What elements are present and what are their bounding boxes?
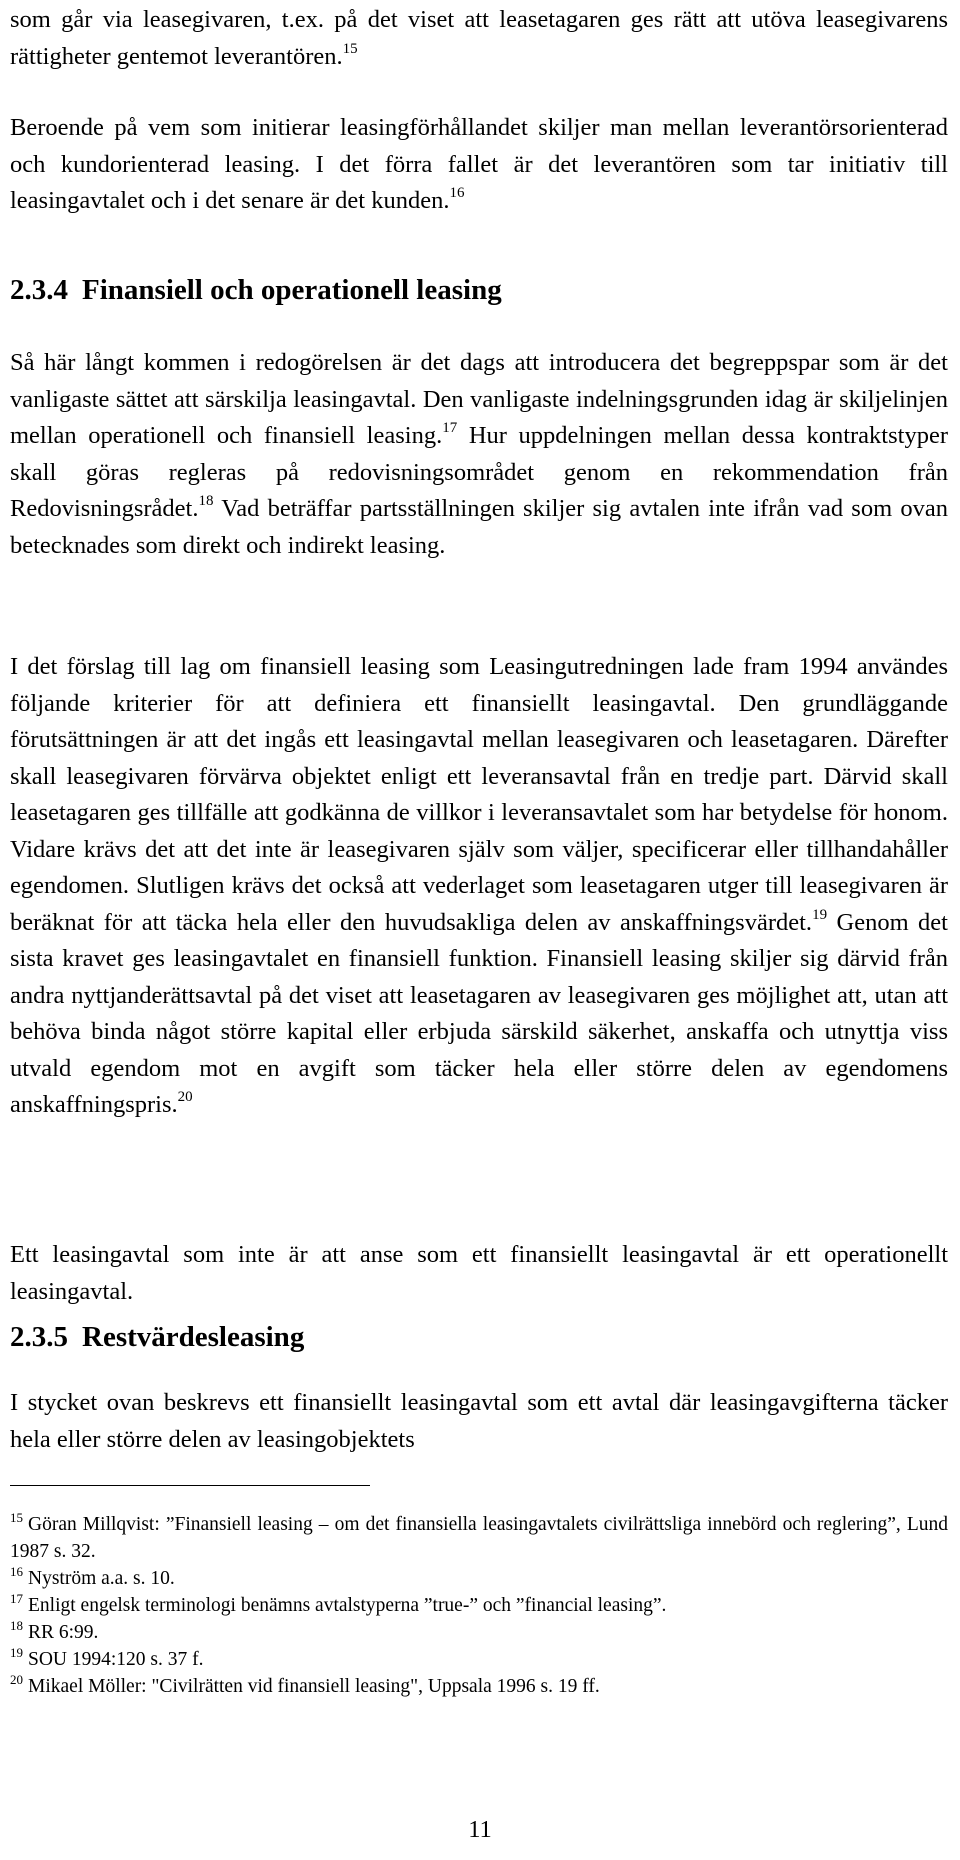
paragraph-text: Så här långt kommen i redogörelsen är det dags att introducera det begreppspar som är det vanligaste sättet att särskilja leasingavtal. Den vanligaste indelningsgrunden idag är skiljelinjen mellan operationell och finansiell leasing. (10, 349, 948, 449)
paragraph-beroende (10, 110, 948, 220)
paragraph-intro (10, 2, 948, 75)
footnote (10, 1619, 948, 1646)
paragraph-sa-har (10, 345, 948, 564)
footnote-ref: 18 (198, 493, 214, 509)
footnote-number: 19 (10, 1645, 23, 1660)
footnote-text: Nyström a.a. s. 10. (28, 1568, 175, 1589)
footnote-number: 17 (10, 1591, 23, 1606)
footnote-ref: 19 (812, 906, 828, 923)
paragraph-text: Hur uppdelningen mellan dessa kontraktstyper skall göras regleras på redovisningsområdet genom en rekommendation från Redovisningsrådet. (10, 422, 948, 522)
section-number: 2.3.5 (10, 1321, 68, 1353)
section-heading-2-3-4 (10, 272, 948, 308)
footnote-number: 15 (10, 1510, 23, 1525)
paragraph-text: som går via leasegivaren, t.ex. på det viset att leasetagaren ges rätt att utöva leasegivarens rättigheter gentemot leverantören. (10, 6, 948, 70)
footnote (10, 1511, 948, 1565)
paragraph-i-stycket: I stycket ovan beskrevs ett finansiellt leasingavtal som ett avtal där leasingavgifterna täcker hela eller större delen av leasingobjektets (10, 1389, 948, 1453)
paragraph-text: Genom det sista kravet ges leasingavtalet en finansiell funktion. Finansiell leasing skiljer sig därvid från andra nyttjanderättsavtal på det viset att leasetagaren av leasegivaren ges möjlighet att, utan att behöva binda något större kapital eller erbjuda särskild säkerhet, anskaffa och utnyttja viss utvald egendom mot en avgift som täcker hela eller större delen av egendomens anskaffningspris. (10, 908, 948, 1118)
footnote-ref: 17 (442, 420, 458, 436)
section-title: Restvärdesleasing (82, 1321, 305, 1353)
section-heading-2-3-5 (10, 1319, 948, 1355)
section-number: 2.3.4 (10, 274, 68, 306)
footnote-text: SOU 1994:120 s. 37 f. (28, 1649, 204, 1670)
footnote-ref: 15 (342, 40, 358, 57)
footnote-number: 18 (10, 1618, 23, 1633)
paragraph-ett-leasingavtal: Ett leasingavtal som inte är att anse som ett finansiellt leasingavtal är ett operationellt leasingavtal. (10, 1241, 948, 1305)
footnote (10, 1673, 948, 1700)
footnote-number: 20 (10, 1672, 23, 1687)
footnote (10, 1646, 948, 1673)
footnote-number: 16 (10, 1564, 23, 1579)
footnotes (10, 1511, 948, 1700)
page-number: 11 (468, 1816, 492, 1843)
section-title: Finansiell och operationell leasing (82, 274, 502, 306)
paragraph-i-det-forslag (10, 649, 948, 1124)
footnote-separator (10, 1485, 370, 1486)
footnote-text: Göran Millqvist: ”Finansiell leasing – om det finansiella leasingavtalets civilrättsliga innebörd och reglering”, Lund 1987 s. 32. (10, 1514, 948, 1562)
paragraph-text: Vad beträffar partsställningen skiljer sig avtalen inte ifrån vad som ovan betecknades som direkt och indirekt leasing. (10, 495, 948, 559)
footnote-text: RR 6:99. (28, 1622, 99, 1643)
paragraph-text: Beroende på vem som initierar leasingförhållandet skiljer man mellan leverantörsorienterad och kundorienterad leasing. I det förra fallet är det leverantören som tar initiativ till leasingavtalet och i det senare är det kunden. (10, 114, 948, 214)
paragraph-text: I det förslag till lag om finansiell leasing som Leasingutredningen lade fram 1994 användes följande kriterier för att definiera ett finansiellt leasingavtal. Den grundläggande förutsättningen är att det ingås ett leasingavtal mellan leasegivaren och leasetagaren. Därefter skall leasegivaren förvärva objektet enligt ett leveransavtal från en tredje part. Därvid skall leasetagaren ges tillfälle att godkänna de villkor i leveransavtalet som har betydelse för honom. Vidare krävs det att det inte är leasegivaren själv som väljer, specificerar eller tillhandahåller egendomen. Slutligen krävs det också att vederlaget som leasetagaren utger till leasegivaren är beräknat för att täcka hela eller den huvudsakliga delen av anskaffningsvärdet. (10, 653, 948, 936)
footnote-text: Enligt engelsk terminologi benämns avtalstyperna ”true-” och ”financial leasing”. (28, 1595, 667, 1616)
footnote (10, 1565, 948, 1592)
footnote (10, 1592, 948, 1619)
footnote-ref: 20 (177, 1089, 193, 1105)
footnote-text: Mikael Möller: "Civilrätten vid finansiell leasing", Uppsala 1996 s. 19 ff. (28, 1676, 600, 1697)
footnote-ref: 16 (449, 185, 465, 201)
